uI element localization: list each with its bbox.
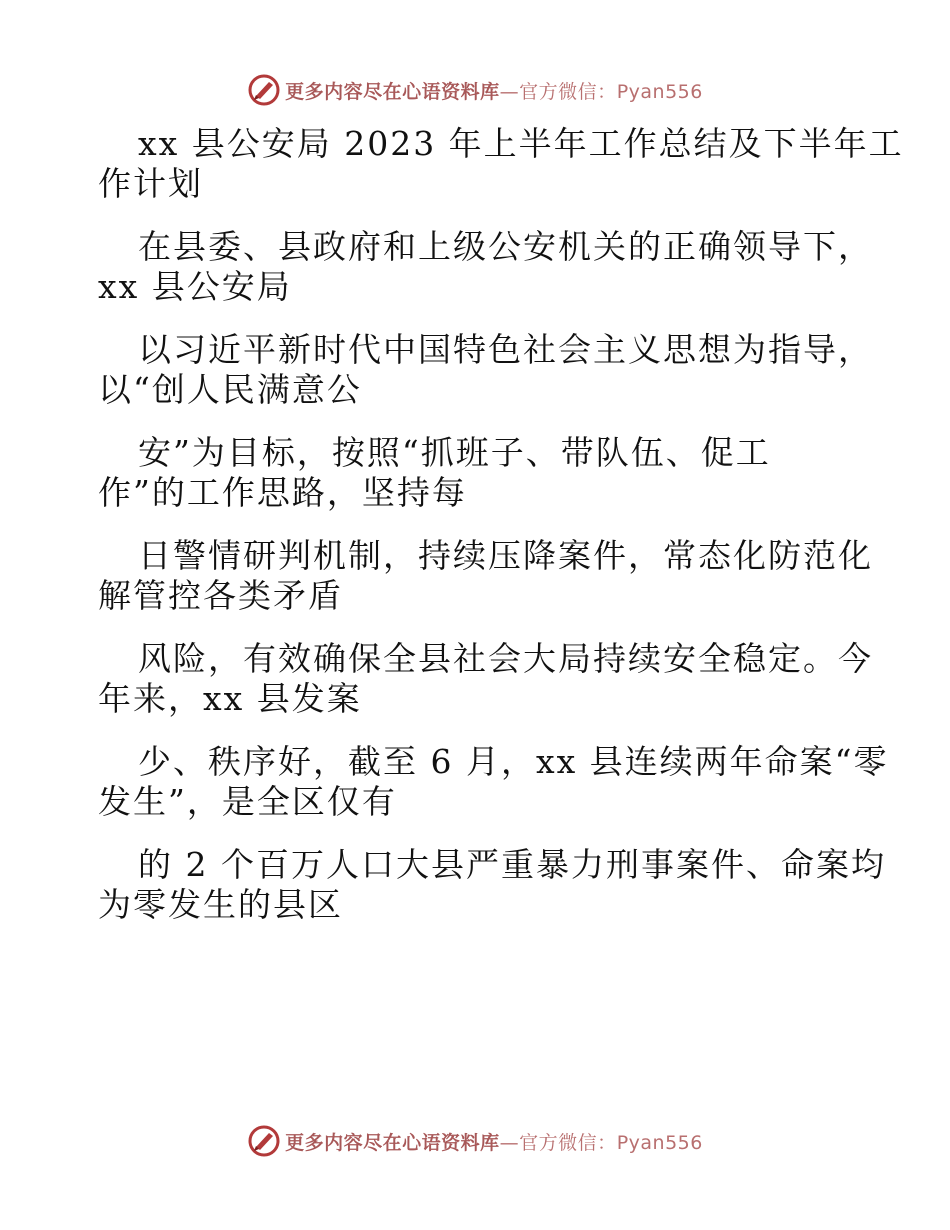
seal-logo-icon xyxy=(247,73,281,107)
text-line: 发生”，是全区仅有 xyxy=(98,782,397,821)
seal-logo-icon xyxy=(247,1124,281,1158)
watermark-wechat-label: 官方微信： xyxy=(519,1131,617,1154)
watermark-text xyxy=(285,1128,703,1155)
footer-watermark xyxy=(0,1121,950,1161)
text-line: 为零发生的县区 xyxy=(98,885,343,924)
text-line: 的 2 个百万人口大县严重暴力刑事案件、命案均 xyxy=(138,845,886,884)
watermark-wechat-label: 官方微信： xyxy=(519,80,617,103)
watermark-text xyxy=(285,77,703,104)
watermark-dash: — xyxy=(499,80,520,103)
text-line: 风险，有效确保全县社会大局持续安全稳定。今 xyxy=(138,639,873,678)
text-line: xx 县公安局 2023 年上半年工作总结及下半年工 xyxy=(138,124,904,163)
text-line: 在县委、县政府和上级公安机关的正确领导下， xyxy=(138,227,873,266)
text-line: 作计划 xyxy=(98,164,203,203)
text-line: 解管控各类矛盾 xyxy=(98,576,343,615)
text-line: 少、秩序好，截至 6 月，xx 县连续两年命案“零 xyxy=(138,742,889,781)
text-line: 以习近平新时代中国特色社会主义思想为指导， xyxy=(138,330,873,369)
watermark-dash: — xyxy=(499,1131,520,1154)
text-line: 安”为目标，按照“抓班子、带队伍、促工 xyxy=(138,433,771,472)
text-line: 以“创人民满意公 xyxy=(98,370,362,409)
text-line: 作”的工作思路，坚持每 xyxy=(98,473,467,512)
watermark-site: 更多内容尽在心语资料库 xyxy=(285,1131,500,1154)
watermark-site: 更多内容尽在心语资料库 xyxy=(285,80,500,103)
watermark-wechat-id: Pyan556 xyxy=(616,80,703,103)
text-line: 年来，xx 县发案 xyxy=(98,679,362,718)
document-body xyxy=(98,124,904,925)
text-line: 日警情研判机制，持续压降案件，常态化防范化 xyxy=(138,536,873,575)
header-watermark xyxy=(0,70,950,110)
watermark-wechat-id: Pyan556 xyxy=(616,1131,703,1154)
text-line: xx 县公安局 xyxy=(98,267,292,306)
